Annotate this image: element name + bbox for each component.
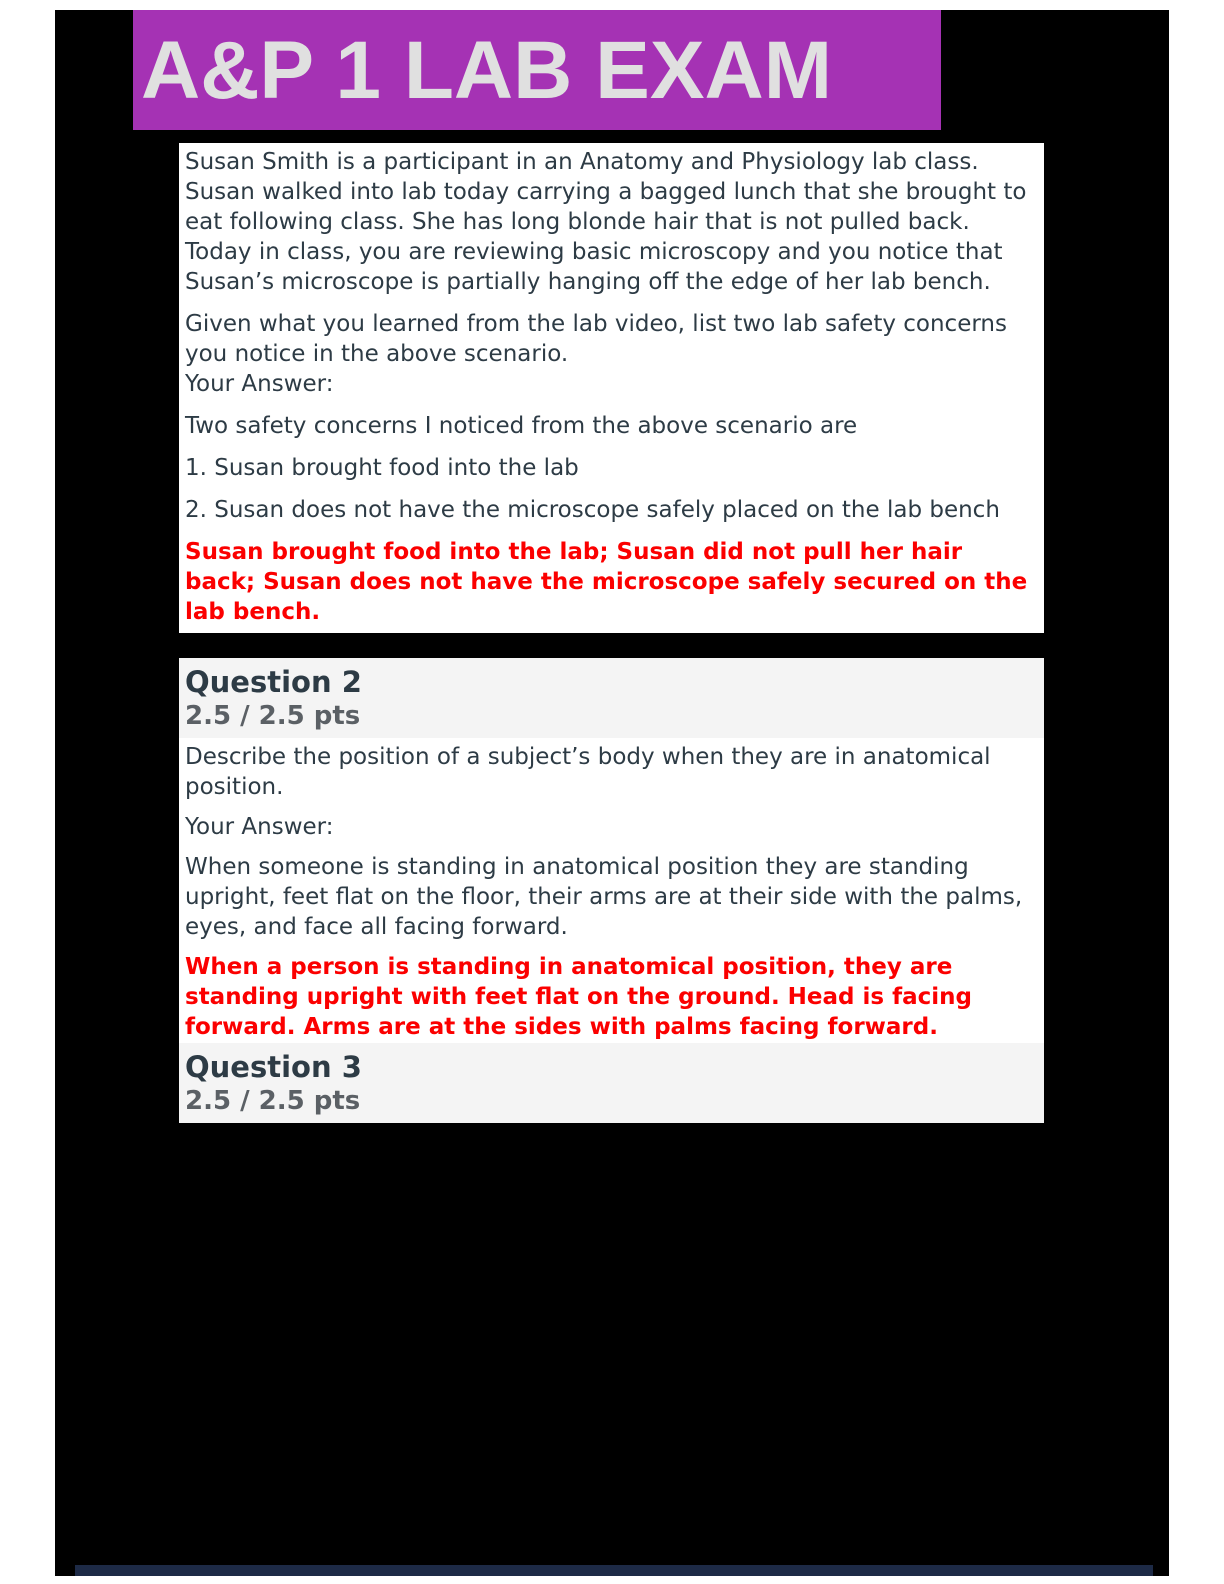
question-2-card	[179, 658, 1044, 1048]
exam-page-background	[55, 10, 1169, 1576]
question-1-answer-item-2: 2. Susan does not have the microscope safely placed on the lab bench	[185, 497, 1000, 523]
question-3-points: 2.5 / 2.5 pts	[185, 1086, 361, 1116]
question-1-card	[179, 143, 1044, 633]
question-1-correct-answer: Susan brought food into the lab; Susan did not pull her hair back; Susan does not have the microscope safely secured on the lab bench.	[185, 539, 1028, 625]
question-2-student-answer: When someone is standing in anatomical position they are standing upright, feet flat on the floor, their arms are at their side with the palms, eyes, and face all facing forward.	[185, 854, 1023, 940]
question-3-header	[179, 1043, 1044, 1123]
question-2-correct-answer: When a person is standing in anatomical position, they are standing upright with feet flat on the ground. Head is facing forward. Arms are at the sides with palms facing forward.	[185, 954, 972, 1040]
question-1-answer-intro: Two safety concerns I noticed from the above scenario are	[185, 413, 858, 439]
question-2-header	[179, 658, 1044, 738]
exam-title-banner	[133, 10, 941, 130]
question-2-prompt: Describe the position of a subject’s body when they are in anatomical position.	[185, 744, 991, 800]
question-1-answer-item-1: 1. Susan brought food into the lab	[185, 455, 579, 481]
bottom-navy-bar	[75, 1565, 1153, 1576]
question-2-points: 2.5 / 2.5 pts	[185, 701, 361, 731]
question-2-title: Question 2	[185, 665, 362, 699]
question-1-your-answer-label: Your Answer:	[185, 371, 334, 397]
question-3-card	[179, 1043, 1044, 1123]
question-1-prompt: Given what you learned from the lab video, list two lab safety concerns you notice in the above scenario.	[185, 311, 1007, 367]
question-1-scenario: Susan Smith is a participant in an Anatomy and Physiology lab class. Susan walked into lab today carrying a bagged lunch that she brought to eat following class. She has long blonde hair that is not pulled back. Today in class, you are reviewing basic microscopy and you notice that Susan’s microscope is partially hanging off the edge of her lab bench.	[185, 149, 1027, 295]
question-3-title: Question 3	[185, 1050, 362, 1084]
question-2-your-answer-label: Your Answer:	[185, 814, 334, 840]
exam-title: A&P 1 LAB EXAM	[141, 25, 833, 116]
